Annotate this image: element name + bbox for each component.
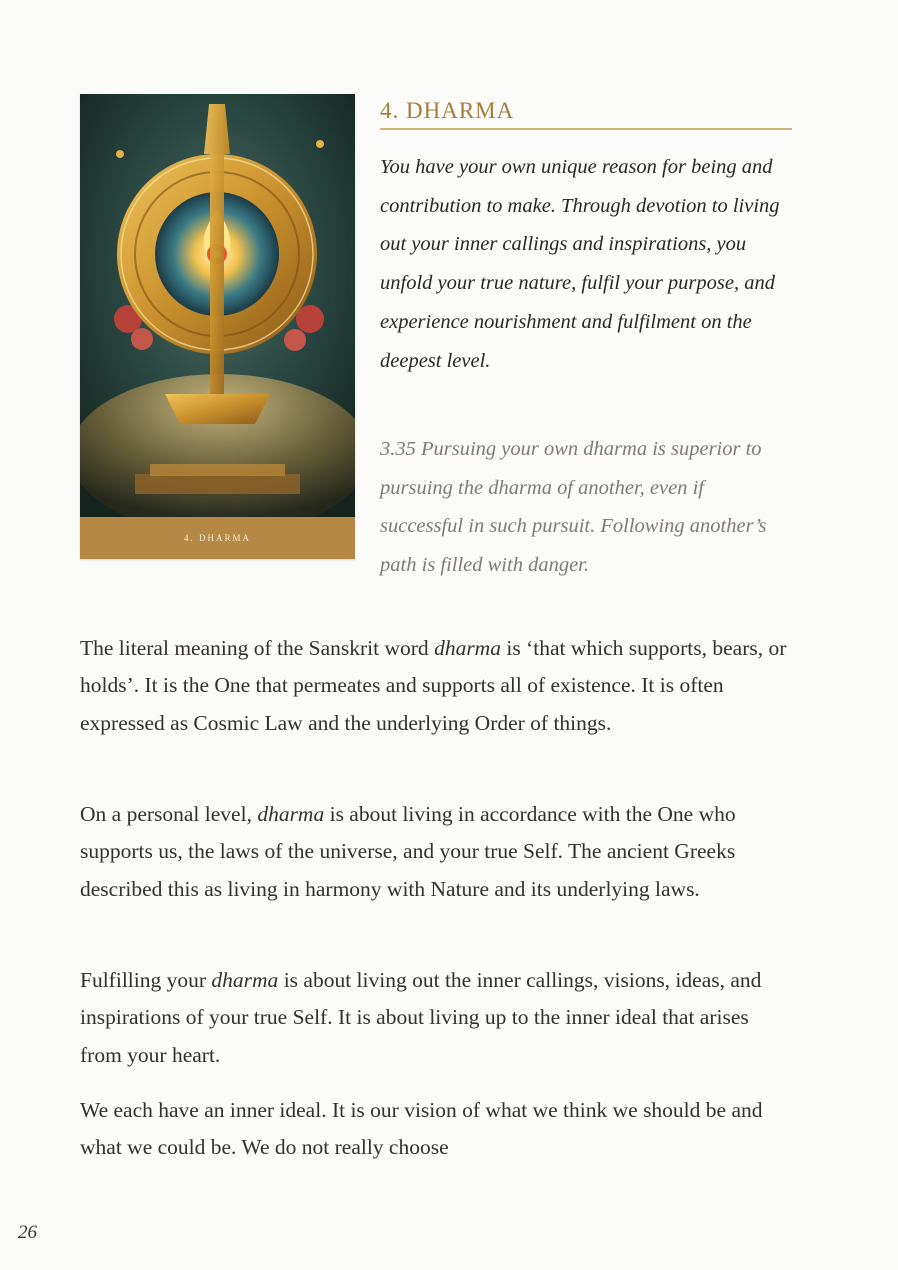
paragraph-text: The literal meaning of the Sanskrit word [80, 636, 435, 660]
page-number: 26 [18, 1222, 37, 1243]
section-heading: 4. DHARMA [380, 98, 792, 130]
intro-paragraph: You have your own unique reason for being and contribution to make. Through devotion to living out your inner callings and inspirations, you unfold your true nature, fulfil your purpose, and experience nourishment and fulfilment on the deepest level. [380, 156, 780, 372]
dharma-wheel-illustration [80, 94, 355, 517]
body-paragraph [80, 796, 795, 908]
emphasis-term: dharma [211, 968, 279, 992]
emphasis-term: dharma [434, 636, 501, 660]
dharma-card-illustration [80, 94, 355, 559]
paragraph-text: is ‘that which supports, bears, or holds’. It is the One that permeates and supports all of existence. It is often expressed as Cosmic Law and the underlying Order of things. [80, 636, 787, 735]
paragraph-text: is about living in accordance with the One who supports us, the laws of the universe, and your true Self. The ancient Greeks described this as living in harmony with Nature and its underlying laws. [80, 802, 736, 901]
body-paragraph [80, 630, 795, 742]
body-paragraph [80, 1092, 795, 1166]
body-paragraph [80, 962, 795, 1074]
emphasis-term: dharma [257, 802, 325, 826]
paragraph-text: is about living out the inner callings, visions, ideas, and inspirations of your true Self. It is about living up to the inner ideal that arises from your heart. [80, 968, 762, 1067]
card-label-band [80, 517, 355, 559]
paragraph-text: On a personal level, [80, 802, 258, 826]
paragraph-text: Fulfilling your [80, 968, 212, 992]
card-label: 4. DHARMA [183, 533, 251, 543]
paragraph-text: We each have an inner ideal. It is our vision of what we think we should be and what we could be. We do not really choose [80, 1098, 763, 1160]
scripture-quote: 3.35 Pursuing your own dharma is superior to pursuing the dharma of another, even if successful in such pursuit. Following another’s path is filled with danger. [380, 438, 767, 577]
